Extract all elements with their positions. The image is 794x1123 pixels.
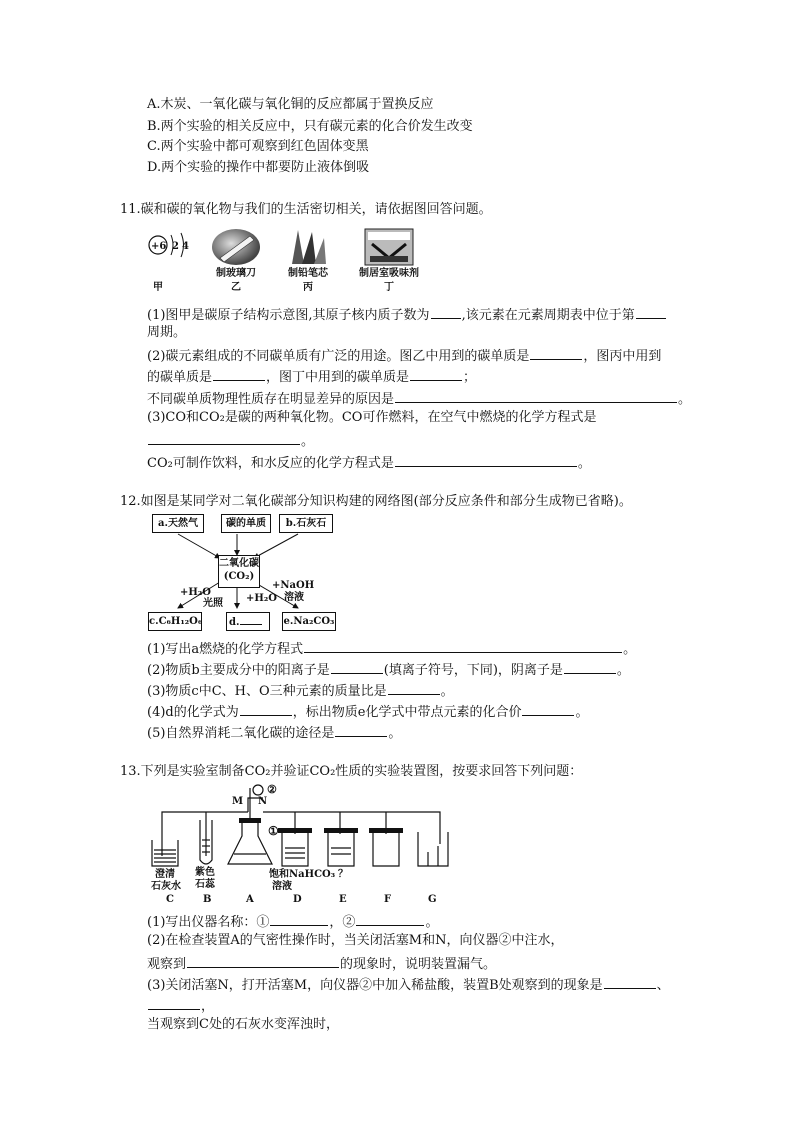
- letter-a: A: [246, 894, 254, 905]
- valve-m-label: M: [232, 796, 244, 807]
- box-natural-gas: a.天然气: [152, 514, 204, 533]
- option-a: A.木炭、一氧化碳与氧化铜的反应都属于置换反应: [147, 97, 434, 112]
- caption-yi: 乙: [231, 282, 241, 293]
- q11-part2-line3: [147, 389, 691, 408]
- answer-blank-mass-ratio[interactable]: [388, 681, 440, 695]
- d-name-2: 溶液: [272, 881, 292, 892]
- answer-blank-d-formula[interactable]: [240, 702, 292, 716]
- letter-b: B: [203, 894, 212, 905]
- answer-blank-b-phenomenon-2[interactable]: [148, 996, 200, 1010]
- q11-p1c: 周期。: [147, 325, 187, 340]
- answer-blank-instrument-1[interactable]: [270, 912, 328, 926]
- q12-part5: [147, 723, 401, 742]
- answer-blank-valence[interactable]: [522, 702, 574, 716]
- q13-p3b: 、: [656, 978, 670, 993]
- q13-p1c: 。: [425, 915, 439, 930]
- q13-stem: 13.下列是实验室制备CO₂并验证CO₂性质的实验装置图，按要求回答下列问题：: [120, 764, 583, 779]
- arrow-label-light: 光照: [203, 598, 223, 609]
- q12-p2a: (2)物质b主要成分中的阳离子是: [147, 663, 330, 678]
- q13-p3a: (3)关闭活塞N，打开活塞M，向仪器②中加入稀盐酸，装置B处观察到的现象是: [147, 978, 603, 993]
- q12-p2c: 。: [616, 663, 630, 678]
- deodorizer-package-image: [364, 228, 414, 266]
- q11-part3-line3: [147, 453, 591, 472]
- q11-p1b: ,该元素在元素周期表中位于第: [461, 308, 635, 323]
- q13-p2a: (2)在检查装置A的气密性操作时，当关闭活塞M和N，向仪器②中注水，: [147, 933, 564, 948]
- q12-p4b: ，标出物质e化学式中带点元素的化合价: [292, 705, 522, 720]
- label-glass-knife: 制玻璃刀: [216, 268, 256, 279]
- arrow-label-water-mid: +H₂O: [246, 593, 277, 604]
- atom-shell-2: 4: [182, 241, 189, 252]
- q12-part3: [147, 681, 454, 700]
- q12-p3a: (3)物质c中C、H、O三种元素的质量比是: [147, 684, 387, 699]
- q11-part1: [147, 305, 667, 324]
- q11-p2d: ，图丁中用到的碳单质是: [266, 370, 410, 385]
- q12-p4a: (4)d的化学式为: [147, 705, 239, 720]
- q11-part2-line2: [147, 367, 476, 386]
- c-name-1: 澄清: [155, 869, 175, 880]
- label-pencil-lead: 制铅笔芯: [288, 268, 328, 279]
- answer-blank-consumption[interactable]: [335, 723, 387, 737]
- answer-blank-period[interactable]: [636, 305, 666, 319]
- box-d-blank[interactable]: [240, 613, 262, 625]
- q12-part1: [147, 639, 636, 658]
- answer-blank-cation[interactable]: [331, 660, 383, 674]
- q13-p2c: 的现象时，说明装置漏气。: [340, 957, 497, 972]
- q11-p3a: (3)CO和CO₂是碳的两种氧化物。CO可作燃料，在空气中燃烧的化学方程式是: [147, 410, 597, 425]
- box-co2: [218, 555, 260, 588]
- atom-nucleus: +6: [151, 241, 167, 252]
- q11-p1a: (1)图甲是碳原子结构示意图,其原子核内质子数为: [147, 308, 430, 323]
- c-name-2: 石灰水: [151, 881, 181, 892]
- option-b: B.两个实验的相关反应中，只有碳元素的化合价发生改变: [147, 119, 473, 134]
- pencil-lead-image: [286, 228, 330, 266]
- q11-part2-line1: [147, 346, 661, 365]
- answer-blank-gas-equation[interactable]: [304, 639, 622, 653]
- co2-name: 二氧化碳: [219, 558, 259, 569]
- q11-p3b: 。: [301, 434, 315, 449]
- co2-formula: (CO₂): [223, 571, 255, 582]
- letter-c: C: [166, 894, 174, 905]
- b-name-2: 石蕊: [195, 879, 215, 890]
- letter-f: F: [384, 894, 392, 905]
- q11-p3c: CO₂可制作饮料，和水反应的化学方程式是: [147, 456, 394, 471]
- box-limestone: b.石灰石: [279, 514, 333, 533]
- box-sodium-carbonate: e.Na₂CO₃: [282, 612, 336, 631]
- answer-blank-co-equation[interactable]: [148, 431, 300, 445]
- answer-blank-b-phenomenon-1[interactable]: [604, 975, 656, 989]
- q13-part3-line1: [147, 975, 670, 994]
- q13-p2b: 观察到: [147, 957, 187, 972]
- arrow-label-solution: 溶液: [284, 592, 304, 603]
- q11-stem: 11.碳和碳的氧化物与我们的生活密切相关，请依据图回答问题。: [120, 202, 492, 217]
- answer-blank-instrument-2[interactable]: [356, 912, 424, 926]
- q12-p5b: 。: [388, 726, 402, 741]
- instrument-1-label: ①: [268, 824, 279, 838]
- glass-cutter-image: [210, 228, 262, 266]
- option-d: D.两个实验的操作中都要防止液体倒吸: [147, 160, 370, 175]
- letter-e: E: [339, 894, 347, 905]
- answer-blank-co2-equation[interactable]: [395, 453, 577, 467]
- q13-part3-line2: [147, 996, 214, 1015]
- d-name-1: 饱和NaHCO₃: [269, 869, 336, 880]
- box-d-label: d.: [229, 617, 240, 628]
- q13-p1a: (1)写出仪器名称：①: [147, 915, 270, 930]
- atom-shell-1: 2: [172, 241, 179, 252]
- q12-part2: [147, 660, 630, 679]
- b-name-1: 紫色: [195, 867, 215, 878]
- lab-apparatus-drawing: [148, 784, 458, 874]
- caption-bing: 丙: [303, 282, 313, 293]
- q12-part4: [147, 702, 588, 721]
- q12-p3b: 。: [440, 684, 454, 699]
- q11-p2f: 不同碳单质物理性质存在明显差异的原因是: [147, 392, 395, 407]
- q13-part1: [147, 912, 438, 931]
- q11-part3-line2: [147, 431, 314, 450]
- answer-blank-ding[interactable]: [410, 367, 462, 381]
- q11-p2a: (2)碳元素组成的不同碳单质有广泛的用途。图乙中用到的碳单质是: [147, 349, 530, 364]
- instrument-2-label: ②: [267, 783, 277, 796]
- q11-p2c: 的碳单质是: [147, 370, 213, 385]
- box-carbon-element: 碳的单质: [221, 514, 271, 533]
- caption-jia: 甲: [153, 282, 163, 293]
- answer-blank-anion[interactable]: [564, 660, 616, 674]
- q12-stem: 12.如图是某同学对二氧化碳部分知识构建的网络图(部分反应条件和部分生成物已省略)。: [120, 494, 632, 509]
- box-glucose: c.C₆H₁₂O₆: [148, 612, 202, 631]
- q12-p1a: (1)写出a燃烧的化学方程式: [147, 642, 304, 657]
- arrow-label-naoh: +NaOH: [272, 580, 315, 591]
- label-deodorizer: 制居室吸味剂: [359, 268, 419, 279]
- q13-p1b: ，②: [329, 915, 356, 930]
- q11-p2e: ；: [463, 370, 477, 385]
- q13-p3c: ，: [201, 999, 215, 1014]
- option-c: C.两个实验中都可观察到红色固体变黑: [147, 139, 369, 154]
- q12-p4c: 。: [575, 705, 589, 720]
- q13-part2-line2: [147, 954, 496, 973]
- arrow-label-water-left: +H₂O: [180, 587, 211, 598]
- answer-blank-bing[interactable]: [213, 367, 265, 381]
- q12-p2b: (填离子符号，下同)，阴离子是: [383, 663, 563, 678]
- answer-blank-yi[interactable]: [530, 346, 582, 360]
- box-d: [226, 612, 270, 631]
- q11-p3d: 。: [577, 456, 591, 471]
- caption-ding: 丁: [384, 282, 394, 293]
- answer-blank-leak-phenomenon[interactable]: [187, 954, 339, 968]
- q11-p2g: 。: [678, 392, 692, 407]
- valve-n-label: N: [258, 796, 268, 807]
- answer-blank-proton[interactable]: [431, 305, 461, 319]
- answer-blank-reason[interactable]: [395, 389, 677, 403]
- q12-p1b: 。: [623, 642, 637, 657]
- letter-d: D: [293, 894, 302, 905]
- q13-p3d: 当观察到C处的石灰水变浑浊时，: [147, 1017, 339, 1032]
- q12-p5a: (5)自然界消耗二氧化碳的途径是: [147, 726, 335, 741]
- letter-g: G: [428, 894, 437, 905]
- q11-p2b: ，图丙中用到: [583, 349, 662, 364]
- e-question-mark: ？: [338, 869, 348, 880]
